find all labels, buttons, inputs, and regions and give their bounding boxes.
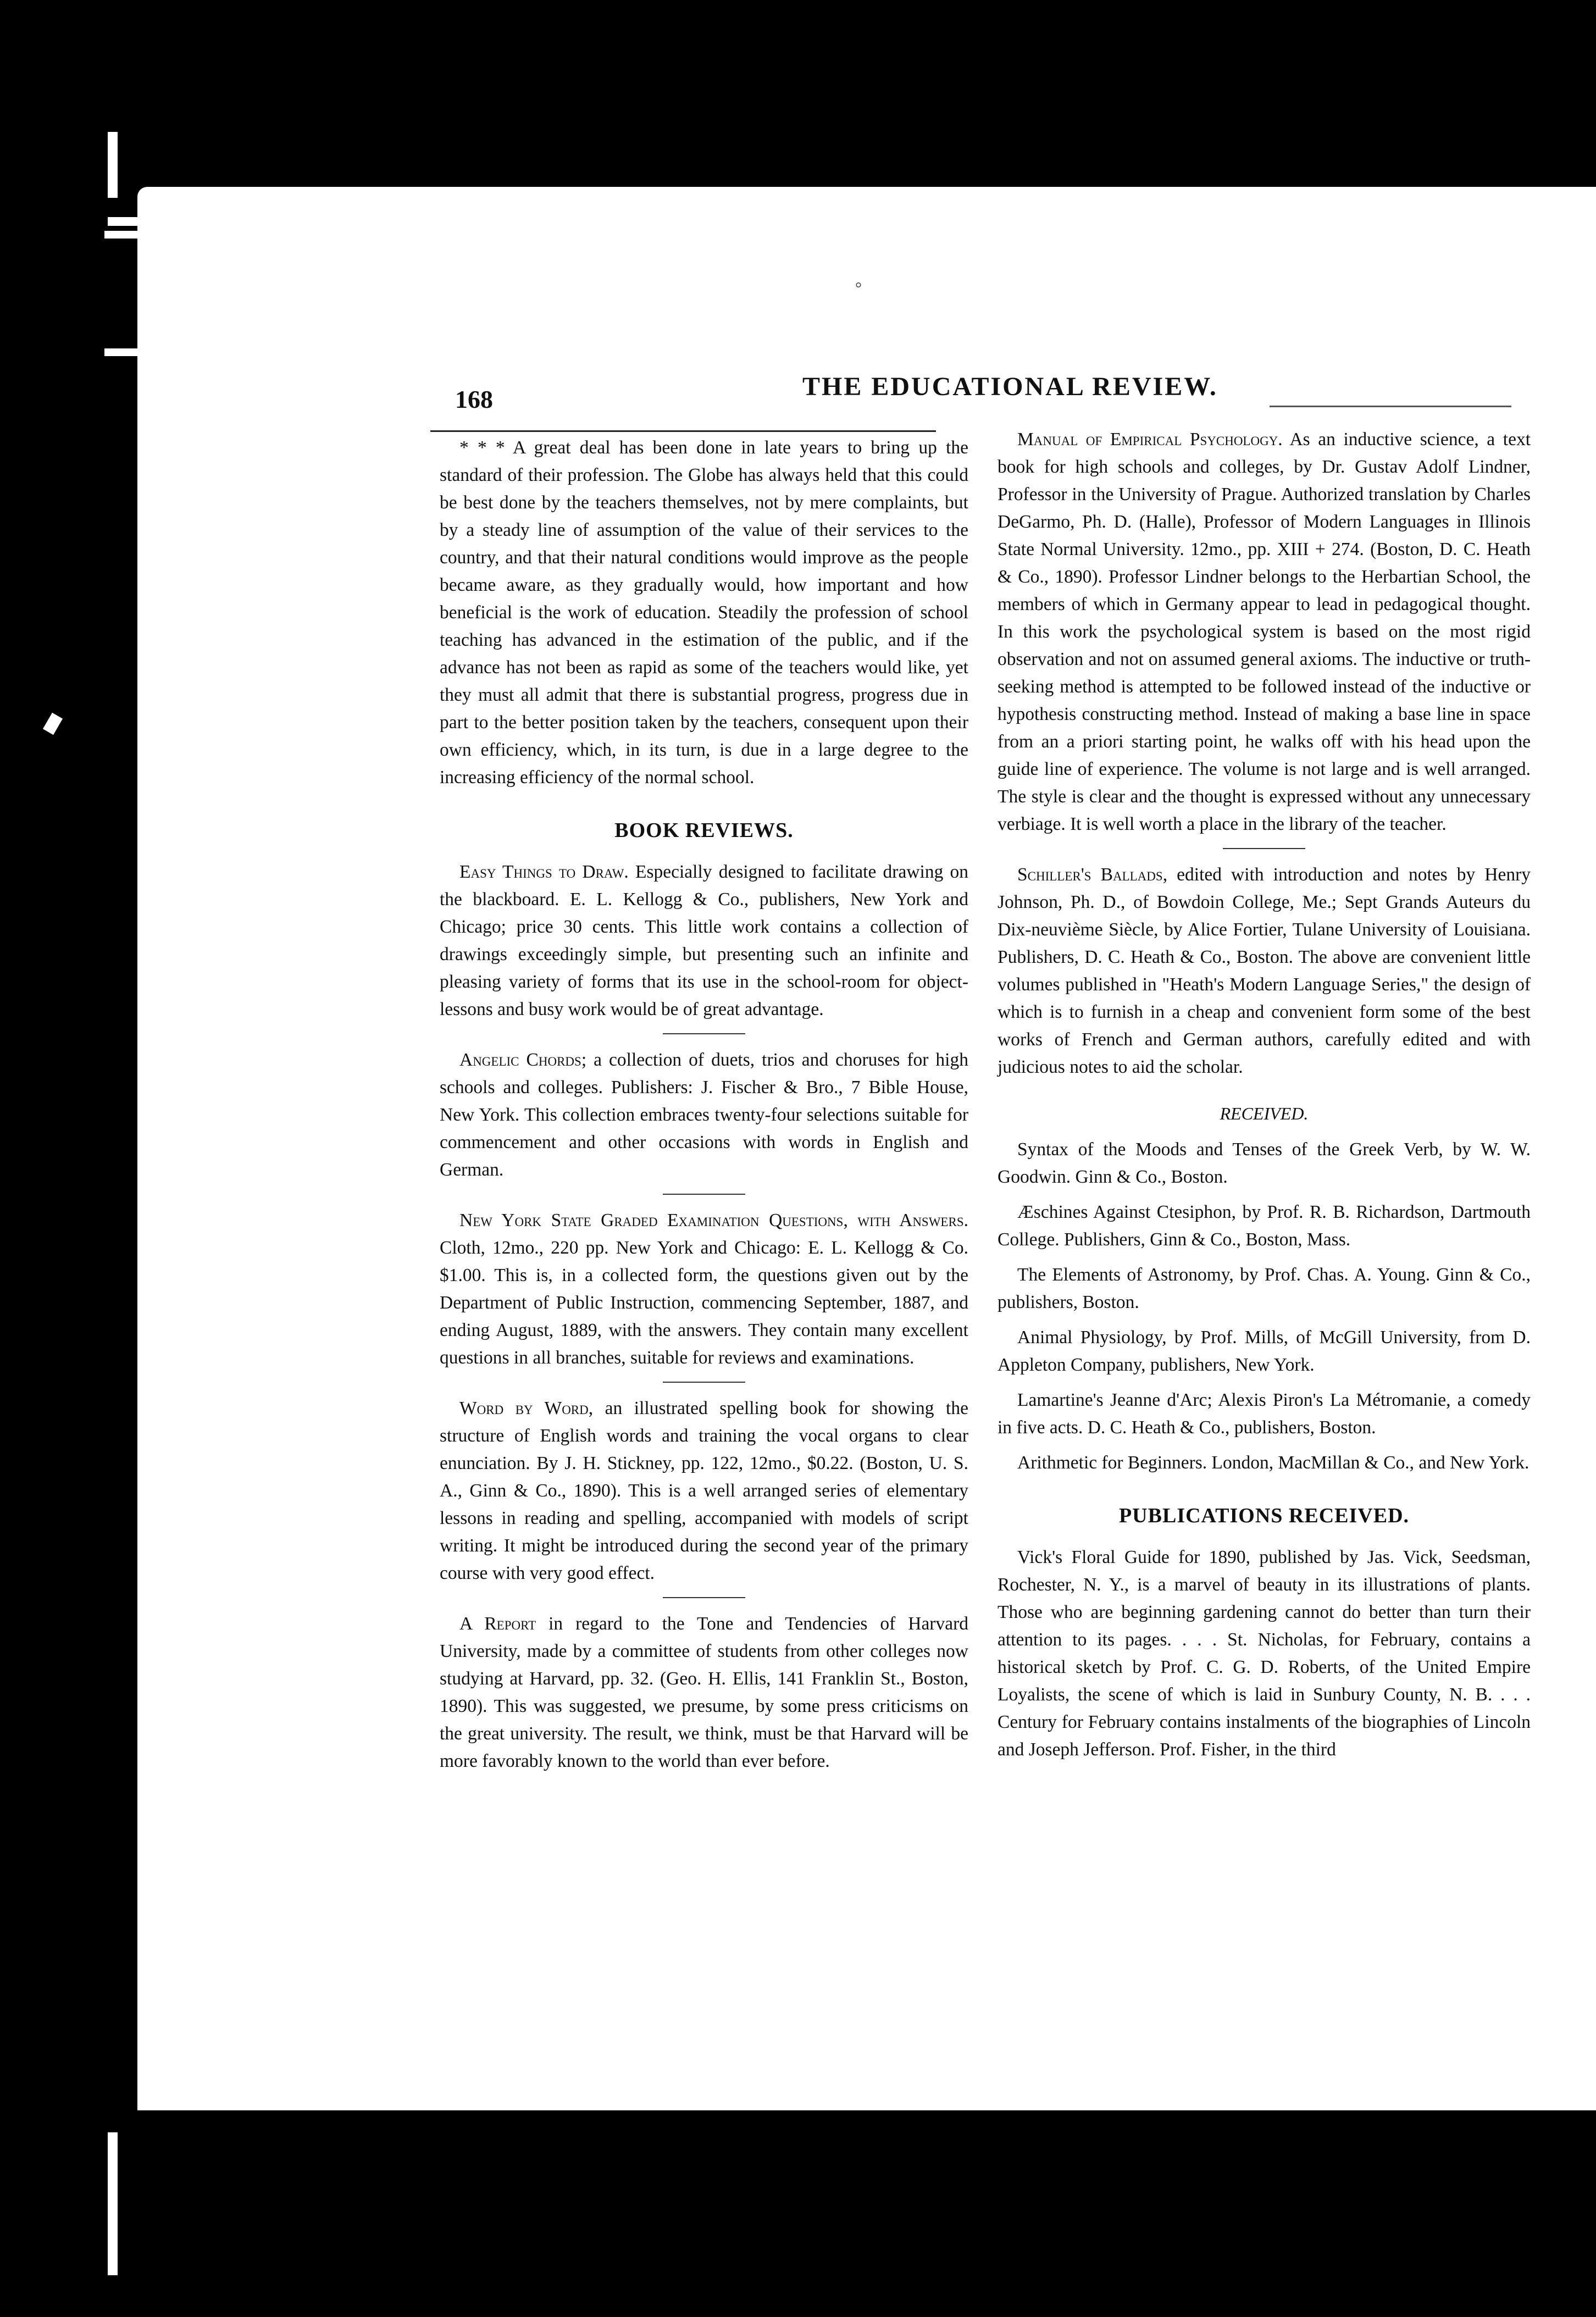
review-entry	[440, 1046, 968, 1184]
review-text: Especially designed to facilitate drawing on the blackboard. E. L. Kellogg & Co., publishers, New York and Chicago; price 30 cents. This little work contains a collection of drawings exceedingly simple, but presenting such an infinite and pleasing variety of forms that its use in the school-room for object-lessons and busy work would be of great advantage.	[440, 862, 968, 1019]
page-number: 168	[455, 385, 493, 413]
review-text: in regard to the Tone and Tendencies of Harvard University, made by a committee of students from other colleges now studying at Harvard, pp. 32. (Geo. H. Ellis, 141 Franklin St., Boston, 1890). This was suggested, we presume, by some press criticisms on the great university. The result, we think, must be that Harvard will be more favorably known to the world than ever before.	[440, 1614, 968, 1771]
page-curl	[104, 231, 189, 356]
spine-mark-top	[108, 132, 118, 198]
review-text: Cloth, 12mo., 220 pp. New York and Chicago: E. L. Kellogg & Co. $1.00. This is, in a collected form, the questions given out by the Department of Public Instruction, commencing September, 1887, and ending August, 1889, with the answers. They contain many excellent questions in all branches, suitable for reviews and examinations.	[440, 1238, 968, 1368]
publications-heading: PUBLICATIONS RECEIVED.	[1118, 1504, 1410, 1527]
left-column	[440, 434, 968, 1783]
received-item: Syntax of the Moods and Tenses of the Greek Verb, by W. W. Goodwin. Ginn & Co., Boston.	[997, 1139, 1531, 1187]
review-text: As an inductive science, a text book for high schools and colleges, by Dr. Gustav Adolf Lindner, Professor in the University of Prague. Authorized translation by Charles DeGarmo, Ph. D. (Halle), Professor of Modern Languages in Illinois State Normal University. 12mo., pp. XIII + 274. (Boston, D. C. Heath & Co., 1890). Professor Lindner belongs to the Herbartian School, the members of which in Germany appear to lead in pedagogical thought. In this work the psychological system is based on the most rigid observation and not on assumed general axioms. The inductive or truth-seeking method is attempted to be followed instead of the inductive or hypothesis constructing method. Instead of making a base line in space from an a priori starting point, he walks off with his head upon the guide line of experience. The volume is not large and is well arranged. The style is clear and the thought is expressed without any unnecessary verbiage. It is well worth a place in the library of the teacher.	[997, 429, 1531, 834]
review-entry	[440, 1610, 968, 1775]
received-heading: RECEIVED.	[1220, 1104, 1309, 1123]
review-text: a collection of duets, trios and choruses for high schools and colleges. Publishers: J. Fischer & Bro., 7 Bible House, New York. This collection embraces twenty-four selections suitable for commencement and other occasions with words in English and German.	[440, 1050, 968, 1180]
header-rule-left	[430, 430, 936, 432]
review-entry	[440, 858, 968, 1023]
book-reviews-heading: BOOK REVIEWS.	[614, 819, 794, 842]
header-rule-right	[1270, 406, 1511, 407]
review-entry	[440, 1395, 968, 1587]
review-lead: A Report	[459, 1614, 536, 1634]
review-entry	[440, 1207, 968, 1372]
separator-rule	[663, 1597, 745, 1598]
intro-paragraph: * * * A great deal has been done in late years to bring up the standard of their profession. The Globe has always held that this could be best done by the teachers themselves, not by mere complaints, but by a steady line of assumption of the value of their services to the country, and that their natural conditions would improve as the people became aware, as they gradually would, how important and how beneficial is the work of education. Steadily the profession of school teaching has advanced in the estimation of the public, and if the advance has not been as rapid as some of the teachers would like, yet they must all admit that there is substantial progress, progress due in part to the better position taken by the teachers, consequent upon their own efficiency, which, in its turn, is due in a large degree to the increasing efficiency of the normal school.	[440, 437, 968, 788]
running-head: THE EDUCATIONAL REVIEW.	[802, 372, 1218, 401]
received-item: Lamartine's Jeanne d'Arc; Alexis Piron's La Métromanie, a comedy in five acts. D. C. Heath & Co., publishers, Boston.	[997, 1390, 1531, 1438]
spine-mark-stub	[108, 217, 141, 226]
separator-rule	[663, 1194, 745, 1195]
received-item: The Elements of Astronomy, by Prof. Chas. A. Young. Ginn & Co., publishers, Boston.	[997, 1265, 1531, 1312]
received-item: Animal Physiology, by Prof. Mills, of McGill University, from D. Appleton Company, publishers, New York.	[997, 1327, 1531, 1375]
review-entry	[997, 426, 1531, 838]
review-lead: Easy Things to Draw.	[459, 862, 629, 882]
separator-rule	[1223, 848, 1305, 849]
review-lead: Manual of Empirical Psychology.	[1017, 429, 1283, 450]
review-text: edited with introduction and notes by Henry Johnson, Ph. D., of Bowdoin College, Me.; Sept Grands Auteurs du Dix-neuvième Siècle, by Alice Fortier, Tulane University of Louisiana. Publishers, D. C. Heath & Co., Boston. The above are convenient little volumes published in "Heath's Modern Language Series," the design of which is to furnish in a cheap and convenient form some of the best works of French and German authors, carefully edited and with judicious notes to aid the scholar.	[997, 864, 1531, 1077]
received-item: Arithmetic for Beginners. London, MacMillan & Co., and New York.	[1017, 1453, 1529, 1473]
review-lead: Angelic Chords;	[459, 1050, 587, 1070]
spine-mark-lower	[108, 2132, 118, 2275]
right-column	[997, 426, 1531, 1771]
page-speck: °	[855, 279, 862, 297]
publications-text: Vick's Floral Guide for 1890, published by Jas. Vick, Seedsman, Rochester, N. Y., is a marvel of beauty in its illustrations of plants. Those who are beginning gardening cannot do better than turn their attention to its pages. . . . St. Nicholas, for February, contains a historical sketch by Prof. C. G. D. Roberts, of the United Empire Loyalists, the scene of which is laid in Sunbury County, N. B. . . . Century for February contains instalments of the biographies of Lincoln and Joseph Jefferson. Prof. Fisher, in the third	[997, 1547, 1531, 1760]
review-lead: Schiller's Ballads,	[1017, 864, 1168, 885]
review-lead: Word by Word,	[459, 1398, 594, 1418]
review-lead: New York State Graded Examination Questions, with Answers.	[459, 1210, 968, 1230]
separator-rule	[663, 1382, 745, 1383]
separator-rule	[663, 1033, 745, 1034]
review-text: an illustrated spelling book for showing the structure of English words and training the vocal organs to clear enunciation. By J. H. Stickney, pp. 122, 12mo., $0.22. (Boston, U. S. A., Ginn & Co., 1890). This is a well arranged series of elementary lessons in reading and spelling, accompanied with models of script writing. It might be introduced during the second year of the primary course with very good effect.	[440, 1398, 968, 1583]
review-entry	[997, 861, 1531, 1081]
received-item: Æschines Against Ctesiphon, by Prof. R. B. Richardson, Dartmouth College. Publishers, Ginn & Co., Boston, Mass.	[997, 1202, 1531, 1250]
